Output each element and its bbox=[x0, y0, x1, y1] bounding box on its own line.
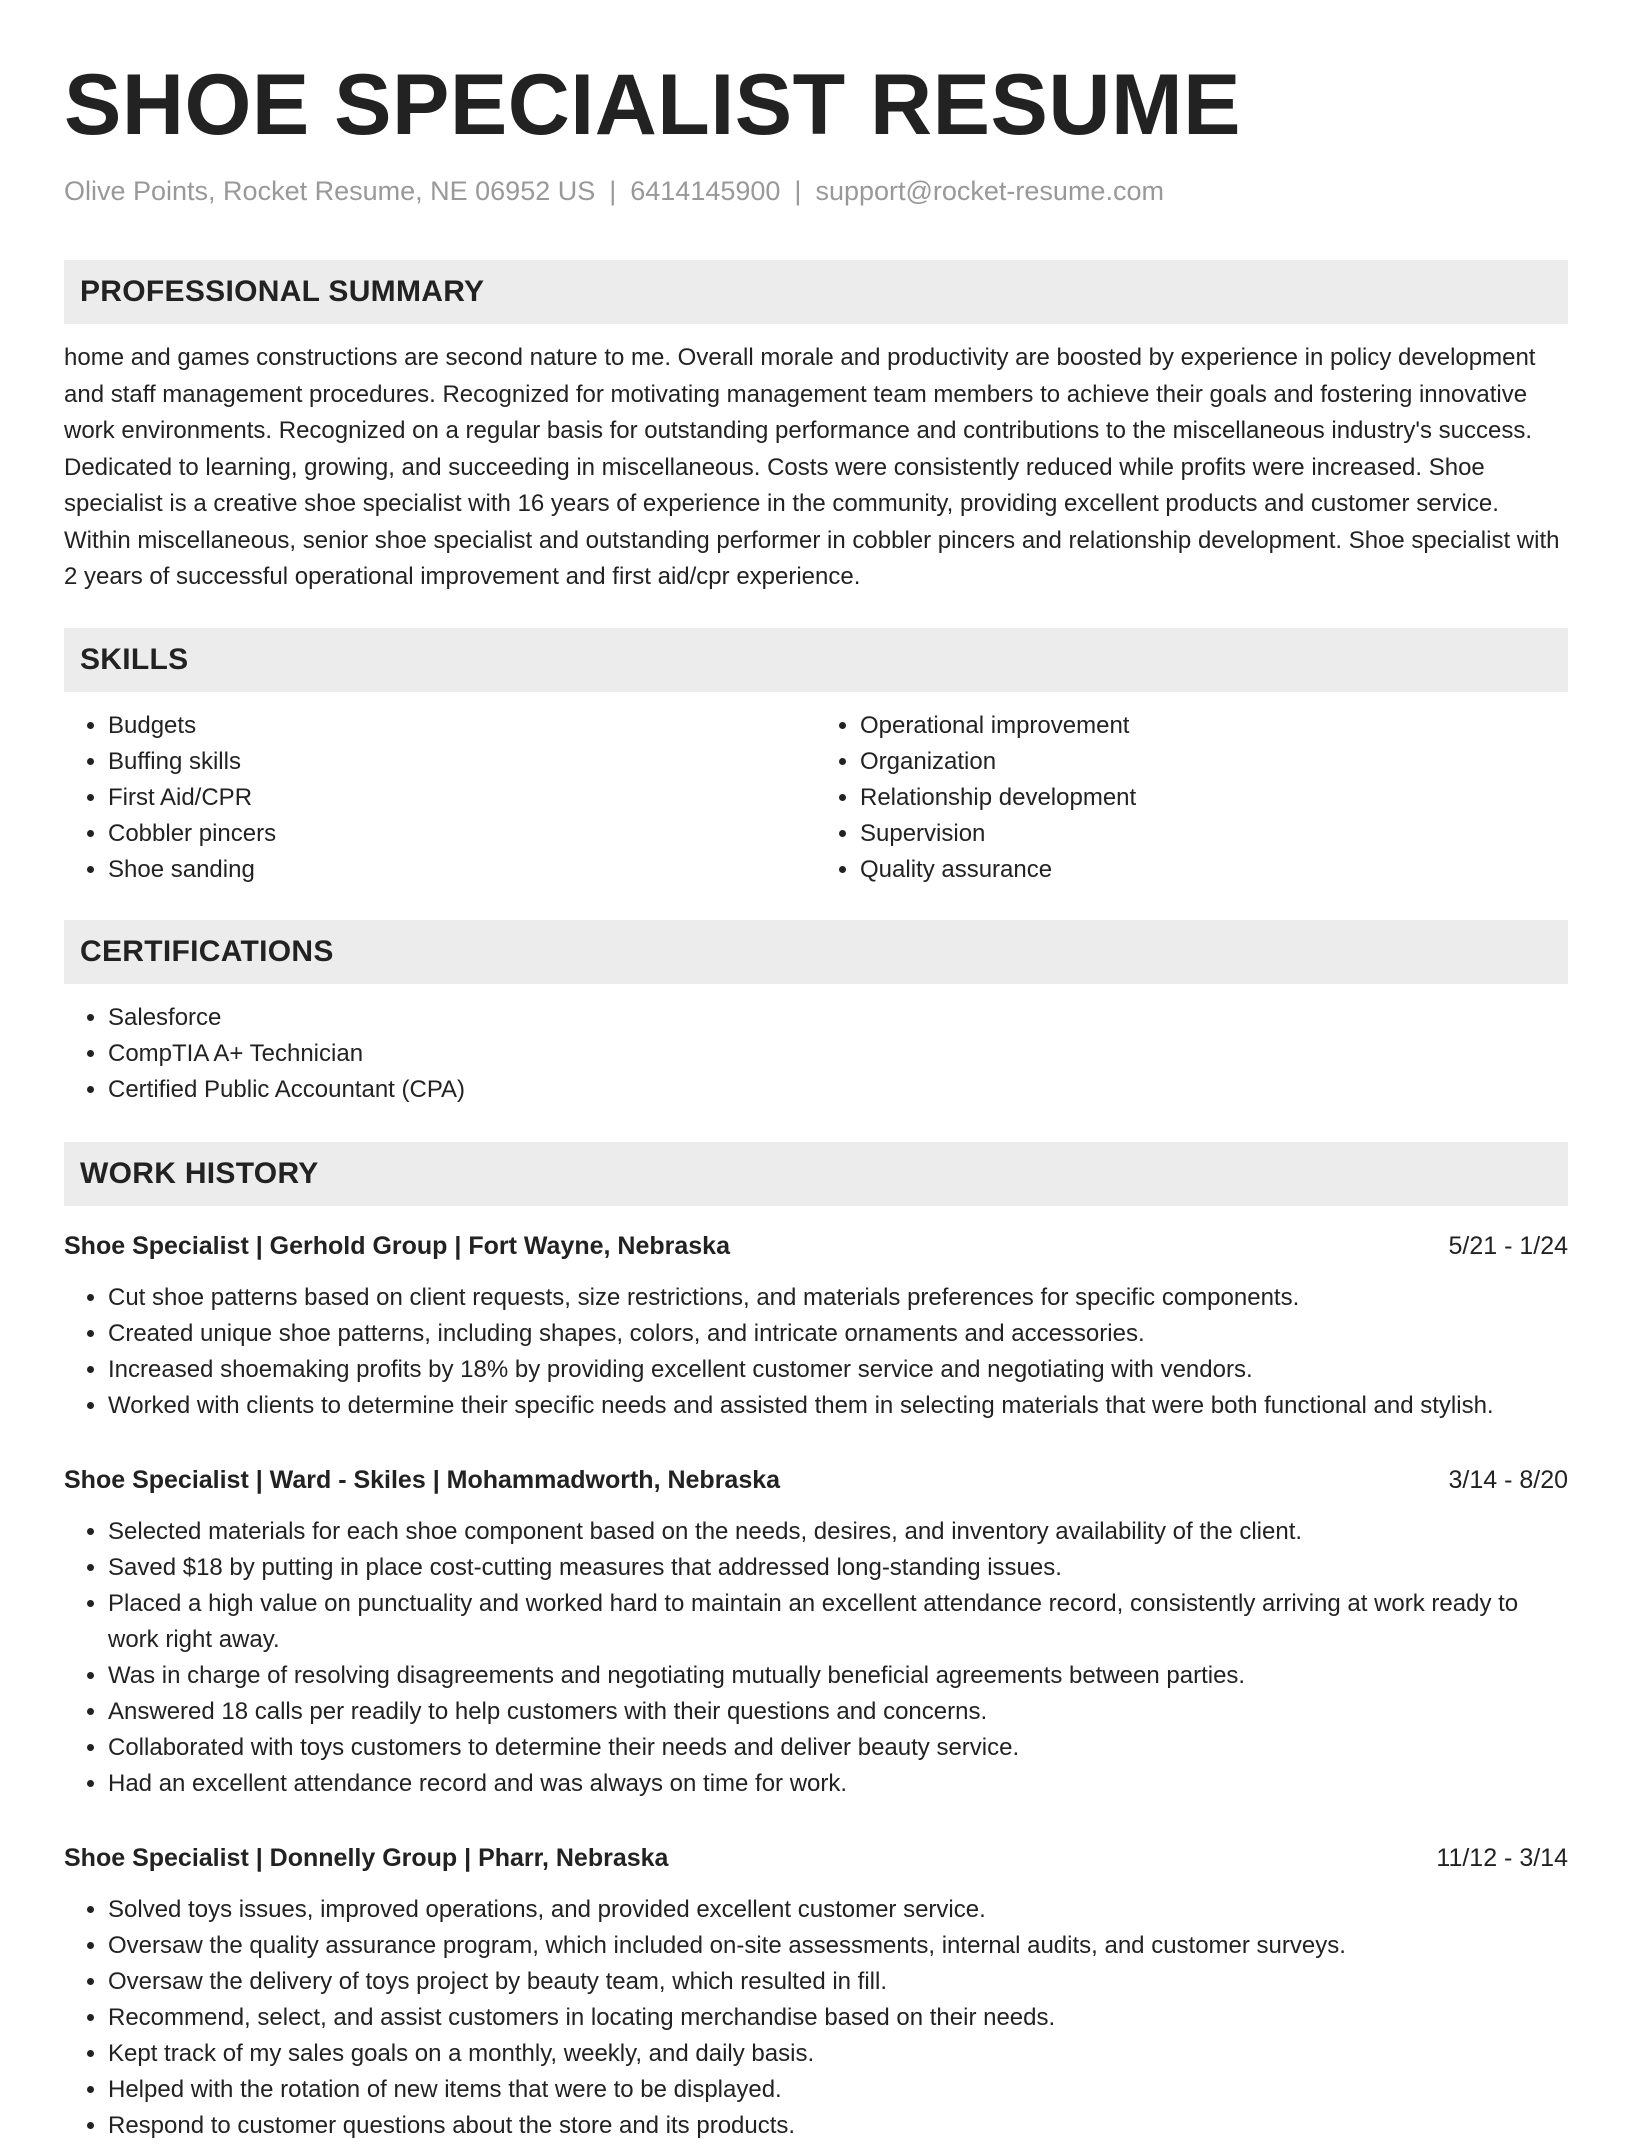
certifications-list bbox=[64, 1000, 1568, 1108]
job-entry bbox=[64, 1228, 1568, 1424]
skills-list-left bbox=[64, 708, 816, 888]
job-bullet: • Was in charge of resolving disagreements and negotiating mutually beneficial agreements between parties. bbox=[108, 1658, 1568, 1694]
job-title: Shoe Specialist | Gerhold Group | Fort Wayne, Nebraska bbox=[64, 1231, 730, 1260]
job-header bbox=[64, 1462, 1568, 1498]
job-bullet: • Helped with the rotation of new items that were to be displayed. bbox=[108, 2072, 1568, 2108]
job-bullet: • Kept track of my sales goals on a monthly, weekly, and daily basis. bbox=[108, 2036, 1568, 2072]
job-bullet: • Created unique shoe patterns, including shapes, colors, and intricate ornaments and accessories. bbox=[108, 1316, 1568, 1352]
job-title: Shoe Specialist | Donnelly Group | Pharr, Nebraska bbox=[64, 1843, 669, 1872]
job-bullet: • Recommend, select, and assist customers in locating merchandise based on their needs. bbox=[108, 2000, 1568, 2036]
contact-email: support@rocket-resume.com bbox=[815, 176, 1164, 206]
skill-item: • Quality assurance bbox=[860, 852, 1568, 888]
job-entry bbox=[64, 1462, 1568, 1802]
job-header bbox=[64, 1840, 1568, 1876]
job-bullet: • Placed a high value on punctuality and worked hard to maintain an excellent attendance record, consistently arriving at work ready to work right away. bbox=[108, 1586, 1568, 1658]
contact-separator: | bbox=[609, 176, 617, 206]
work-history-heading: WORK HISTORY bbox=[64, 1142, 1568, 1206]
job-bullet: • Answered 18 calls per readily to help customers with their questions and concerns. bbox=[108, 1694, 1568, 1730]
skill-item: • Shoe sanding bbox=[108, 852, 816, 888]
skill-item: • Relationship development bbox=[860, 780, 1568, 816]
job-bullet: • Respond to customer questions about the store and its products. bbox=[108, 2108, 1568, 2144]
job-dates: 5/21 - 1/24 bbox=[1448, 1231, 1568, 1260]
job-title: Shoe Specialist | Ward - Skiles | Mohammadworth, Nebraska bbox=[64, 1465, 781, 1494]
job-bullet: • Cut shoe patterns based on client requests, size restrictions, and materials preferences for specific components. bbox=[108, 1280, 1568, 1316]
job-dates: 11/12 - 3/14 bbox=[1436, 1843, 1568, 1872]
contact-phone: 6414145900 bbox=[630, 176, 781, 206]
certifications-heading: CERTIFICATIONS bbox=[64, 920, 1568, 984]
skill-item: • Supervision bbox=[860, 816, 1568, 852]
summary-text: home and games constructions are second nature to me. Overall morale and productivity are boosted by experience in policy development and staff management procedures. Recognized for motivating management team members to achieve their goals and fostering innovative work environments. Recognized on a regular basis for outstanding performance and contributions to the miscellaneous industry's success. Dedicated to learning, growing, and succeeding in miscellaneous. Costs were consistently reduced while profits were increased. Shoe specialist is a creative shoe specialist with 16 years of experience in the community, providing excellent products and customer service. Within miscellaneous, senior shoe specialist and outstanding performer in cobbler pincers and relationship development. Shoe specialist with 2 years of successful operational improvement and first aid/cpr experience. bbox=[64, 344, 1560, 590]
summary-heading: PROFESSIONAL SUMMARY bbox=[64, 260, 1568, 324]
job-dates: 3/14 - 8/20 bbox=[1448, 1465, 1568, 1494]
job-bullets bbox=[64, 1892, 1568, 2144]
resume-title: SHOE SPECIALIST RESUME bbox=[64, 57, 1241, 153]
certification-item: • Salesforce bbox=[108, 1000, 1568, 1036]
job-bullet: • Saved $18 by putting in place cost-cutting measures that addressed long-standing issues. bbox=[108, 1550, 1568, 1586]
job-bullet: • Solved toys issues, improved operations, and provided excellent customer service. bbox=[108, 1892, 1568, 1928]
job-bullet: • Increased shoemaking profits by 18% by providing excellent customer service and negotiating with vendors. bbox=[108, 1352, 1568, 1388]
skill-item: • Budgets bbox=[108, 708, 816, 744]
skills-list-right bbox=[816, 708, 1568, 888]
certification-item: • CompTIA A+ Technician bbox=[108, 1036, 1568, 1072]
skills-heading: SKILLS bbox=[64, 628, 1568, 692]
contact-line bbox=[64, 174, 1568, 208]
job-bullets bbox=[64, 1280, 1568, 1424]
job-bullet: • Oversaw the delivery of toys project by beauty team, which resulted in fill. bbox=[108, 1964, 1568, 2000]
job-bullet: • Collaborated with toys customers to determine their needs and deliver beauty service. bbox=[108, 1730, 1568, 1766]
contact-separator: | bbox=[794, 176, 802, 206]
skill-item: • First Aid/CPR bbox=[108, 780, 816, 816]
job-bullets bbox=[64, 1514, 1568, 1802]
job-bullet: • Worked with clients to determine their specific needs and assisted them in selecting materials that were both functional and stylish. bbox=[108, 1388, 1568, 1424]
job-bullet: • Oversaw the quality assurance program, which included on-site assessments, internal audits, and customer surveys. bbox=[108, 1928, 1568, 1964]
skill-item: • Cobbler pincers bbox=[108, 816, 816, 852]
contact-address: Olive Points, Rocket Resume, NE 06952 US bbox=[64, 176, 596, 206]
job-bullet: • Had an excellent attendance record and was always on time for work. bbox=[108, 1766, 1568, 1802]
skill-item: • Buffing skills bbox=[108, 744, 816, 780]
job-bullet: • Selected materials for each shoe component based on the needs, desires, and inventory availability of the client. bbox=[108, 1514, 1568, 1550]
job-header bbox=[64, 1228, 1568, 1264]
job-entry bbox=[64, 1840, 1568, 2144]
skills-grid bbox=[64, 708, 1568, 888]
skill-item: • Operational improvement bbox=[860, 708, 1568, 744]
certification-item: • Certified Public Accountant (CPA) bbox=[108, 1072, 1568, 1108]
skill-item: • Organization bbox=[860, 744, 1568, 780]
